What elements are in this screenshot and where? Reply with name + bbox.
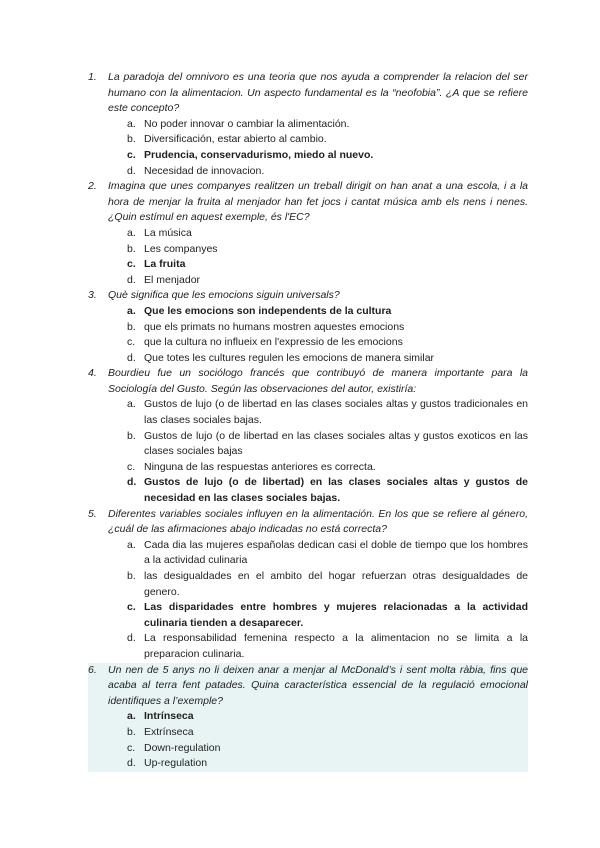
answer-option-a (108, 397, 528, 428)
option-letter: b. (127, 429, 136, 442)
answer-option-b (108, 725, 528, 741)
option-text: Que les emocions son independents de la cultura (144, 304, 392, 317)
answer-options (108, 226, 528, 288)
answer-option-d (108, 351, 528, 367)
answer-options (108, 117, 528, 179)
question-number: 5. (88, 507, 97, 520)
option-letter: d. (127, 476, 137, 489)
answer-option-a (108, 538, 528, 569)
option-letter: b. (127, 242, 136, 255)
answer-option-b (108, 569, 528, 600)
option-letter: d. (127, 351, 136, 364)
question-number: 1. (88, 71, 97, 83)
option-text: Cada dia las mujeres españolas dedican casi el doble de tiempo que los hombres a la actividad culinaria (144, 538, 528, 567)
answer-option-c (108, 741, 528, 757)
answer-options (108, 709, 528, 771)
option-letter: c. (127, 336, 136, 349)
option-text: Gustos de lujo (o de libertad en las clases sociales altas y gustos tradicionales en las clases sociales bajas. (144, 398, 528, 427)
option-text: Up-regulation (144, 757, 208, 770)
answer-option-c-correct (108, 600, 528, 631)
answer-options (108, 304, 528, 366)
answer-option-d (108, 164, 528, 180)
option-letter: b. (127, 570, 136, 582)
question-text: Bourdieu fue un sociólogo francés que contribuyó de manera importante para la Sociología del Gusto. Según las observaciones del autor, existiría: (108, 367, 528, 395)
option-text: Diversificación, estar abierto al cambio. (144, 133, 327, 146)
option-letter: c. (127, 460, 136, 473)
question-text: Diferentes variables sociales influyen en la alimentación. En los que se refiere al género, ¿cuál de las afirmaciones abajo indicadas no está correcta? (108, 507, 528, 536)
option-text: El menjador (144, 273, 201, 286)
answer-option-d (108, 273, 528, 289)
option-text: Extrínseca (144, 725, 194, 738)
option-text: Down-regulation (144, 741, 221, 754)
answer-option-c-correct (108, 148, 528, 164)
option-text: Ninguna de las respuestas anteriores es correcta. (144, 460, 376, 473)
option-text: que la cultura no influeix en l'expressio de les emocions (144, 336, 403, 349)
answer-options (108, 538, 528, 663)
question-text: Un nen de 5 anys no li deixen anar a menjar al McDonald’s i sent molta ràbia, fins que acaba al terra fent patades. Quina característica essencial de la regulació emocional identifiques a l’exemple? (108, 663, 528, 707)
answer-option-a-correct (108, 709, 528, 725)
option-letter: c. (127, 148, 136, 161)
question-2 (88, 179, 528, 288)
question-6 (88, 663, 528, 772)
question-text: Què significa que les emocions siguin universals? (108, 289, 340, 302)
question-number: 3. (88, 289, 97, 302)
option-letter: b. (127, 725, 136, 738)
question-number: 2. (88, 180, 97, 193)
option-letter: b. (127, 133, 136, 146)
question-3 (88, 288, 528, 366)
question-text: La paradoja del omnivoro es una teoria que nos ayuda a comprender la relacion del ser humano con la alimentacion. Un aspecto fundamental es la “neofobia”. ¿A que se refiere este concepto? (108, 71, 528, 115)
option-letter: a. (127, 304, 136, 317)
option-text: La música (144, 226, 192, 239)
answer-option-a (108, 117, 528, 133)
option-letter: c. (127, 741, 136, 754)
option-text: Gustos de lujo (o de libertad) en las clases sociales altas y gustos de necesidad en las clases sociales bajas. (144, 476, 528, 505)
option-text: La fruita (144, 258, 186, 271)
question-text: Imagina que unes companyes realitzen un treball dirigit on han anat a una escola, i a la hora de menjar la fruita al menjador han fet jocs i cantat música amb els nens i nenes. ¿Quin estímul en aquest exemple, és l'EC? (108, 180, 528, 224)
option-text: Intrínseca (144, 710, 194, 723)
option-text: Les companyes (144, 242, 218, 255)
option-letter: a. (127, 538, 136, 551)
option-letter: b. (127, 320, 136, 333)
option-text: Prudencia, conservadurismo, miedo al nuevo. (144, 148, 374, 161)
answer-option-b (108, 429, 528, 460)
answer-option-b (108, 242, 528, 258)
question-number: 4. (88, 367, 97, 380)
option-text: No poder innovar o cambiar la alimentación. (144, 117, 350, 130)
quiz-question-list (88, 70, 528, 772)
question-4 (88, 366, 528, 506)
option-text: Gustos de lujo (o de libertad en las clases sociales altas y gustos exoticos en las clases sociales bajas (144, 429, 528, 458)
answer-option-d (108, 756, 528, 772)
option-letter: a. (127, 226, 136, 239)
answer-option-b (108, 320, 528, 336)
question-1 (88, 70, 528, 179)
option-text: Necesidad de innovacion. (144, 164, 265, 177)
option-letter: d. (127, 273, 136, 286)
question-number: 6. (88, 663, 97, 676)
option-letter: c. (127, 601, 136, 614)
answer-option-b (108, 132, 528, 148)
option-text: que els primats no humans mostren aquestes emocions (144, 320, 405, 333)
answer-option-c-correct (108, 257, 528, 273)
option-letter: a. (127, 710, 136, 723)
option-letter: d. (127, 164, 136, 177)
answer-option-c (108, 460, 528, 476)
option-letter: d. (127, 632, 136, 645)
option-text: las desigualdades en el ambito del hogar refuerzan otras desigualdades de genero. (144, 570, 528, 598)
option-text: Las disparidades entre hombres y mujeres relacionadas a la actividad culinaria tienden a desaparecer. (144, 601, 528, 629)
answer-option-a-correct (108, 304, 528, 320)
option-text: La responsabilidad femenina respecto a la alimentacion no se limita a la preparacion culinaria. (144, 632, 528, 660)
answer-option-d-correct (108, 475, 528, 506)
option-letter: a. (127, 398, 136, 411)
option-letter: d. (127, 757, 136, 770)
option-letter: c. (127, 258, 136, 271)
answer-option-a (108, 226, 528, 242)
answer-option-d (108, 631, 528, 662)
answer-options (108, 397, 528, 506)
option-letter: a. (127, 117, 136, 130)
question-5 (88, 507, 528, 663)
answer-option-c (108, 335, 528, 351)
option-text: Que totes les cultures regulen les emocions de manera similar (144, 351, 435, 364)
